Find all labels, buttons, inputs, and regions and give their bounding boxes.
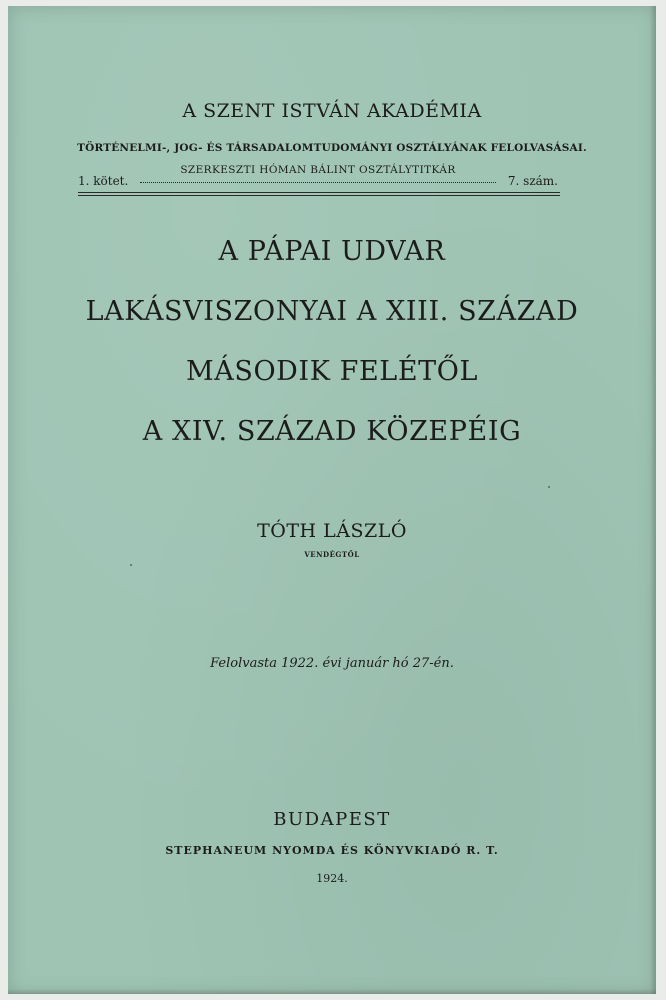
author-role: VENDÉGTŐL: [304, 550, 360, 559]
editor-dotted-line: [140, 182, 496, 183]
editor-row: [78, 164, 558, 190]
title-line-1: A PÁPAI UDVAR: [218, 236, 446, 267]
cover-edge-shadow-bottom: [8, 989, 656, 994]
issue-number: 7. szám.: [507, 174, 558, 188]
imprint-publisher: STEPHANEUM NYOMDA ÉS KÖNYVKIADÓ R. T.: [165, 844, 499, 857]
imprint-year: 1924.: [316, 872, 348, 885]
title-line-3: MÁSODIK FELÉTŐL: [186, 356, 478, 387]
imprint-city: BUDAPEST: [273, 809, 391, 830]
header-rule-top: [78, 192, 560, 193]
series-title: TÖRTÉNELMI-, JOG- ÉS TÁRSADALOMTUDOMÁNYI OSZTÁLYÁNAK FELOLVASÁSAI.: [77, 142, 587, 154]
editor-line-text: SZERKESZTI HÓMAN BÁLINT OSZTÁLYTITKÁR: [180, 164, 456, 176]
header-rule-bottom: [78, 195, 560, 196]
reading-date: Felolvasta 1922. évi január hó 27-én.: [210, 656, 454, 671]
title-line-4: A XIV. SZÁZAD KÖZEPÉIG: [142, 416, 522, 447]
book-cover: [8, 6, 656, 994]
author-name: TÓTH LÁSZLÓ: [257, 520, 407, 542]
paper-speck: [130, 564, 132, 566]
volume-label: 1. kötet.: [78, 174, 129, 188]
academy-name: A SZENT ISTVÁN AKADÉMIA: [182, 100, 482, 122]
title-line-2: LAKÁSVISZONYAI A XIII. SZÁZAD: [85, 296, 579, 327]
paper-speck: [548, 486, 550, 488]
